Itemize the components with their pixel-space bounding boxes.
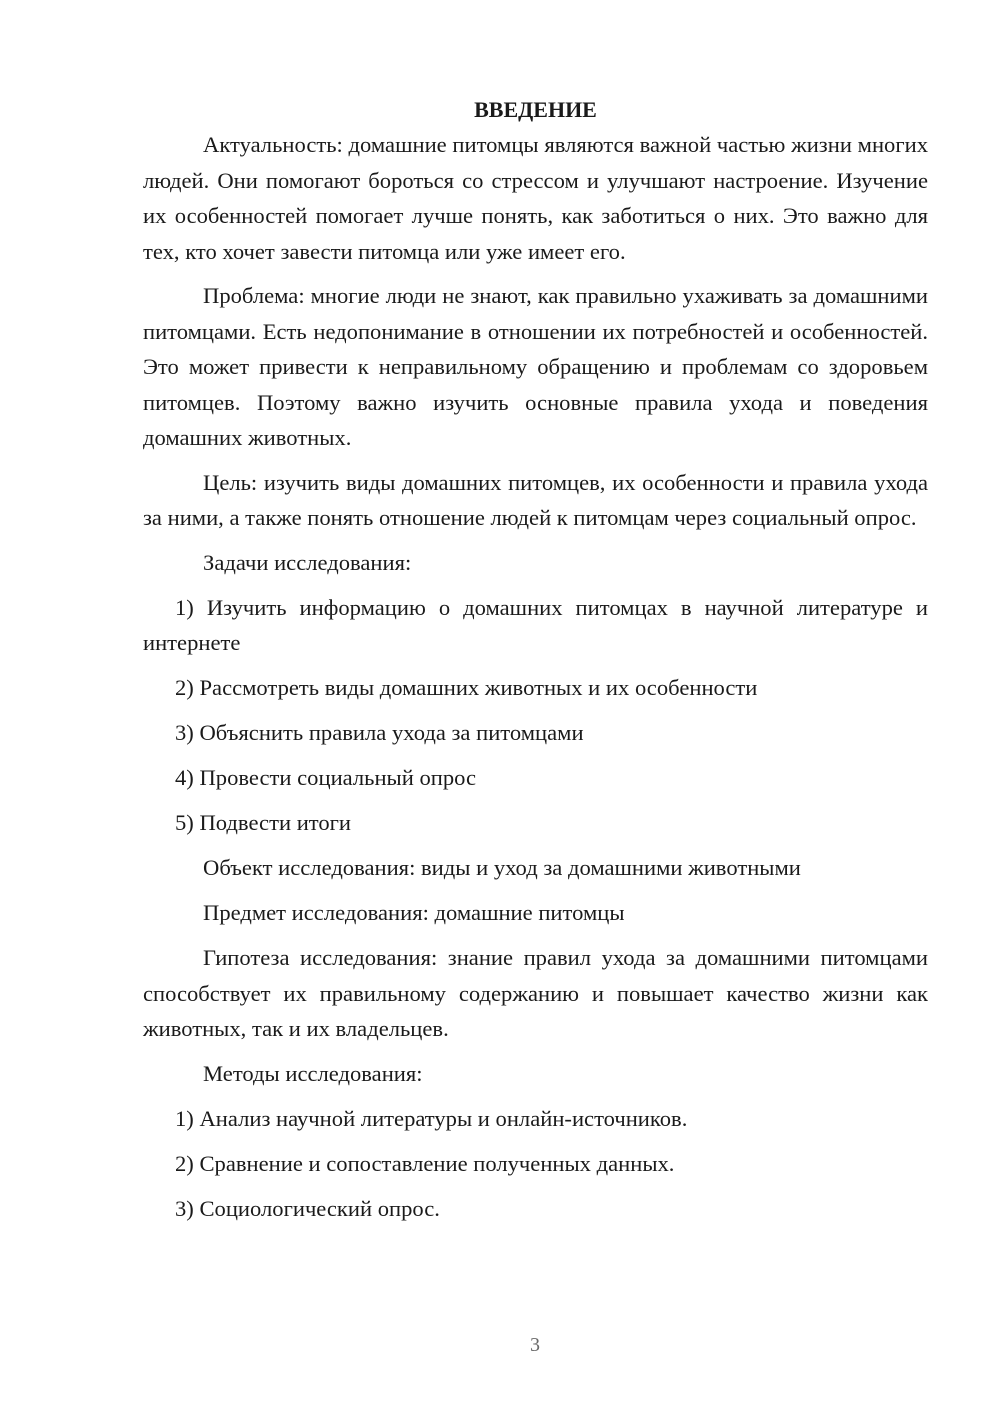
- object-line: Объект исследования: виды и уход за домашними животными: [203, 855, 801, 880]
- document-page: [143, 92, 928, 1236]
- method-item: 2) Сравнение и сопоставление полученных данных.: [175, 1150, 675, 1176]
- goal-paragraph: Цель: изучить виды домашних питомцев, их особенности и правила ухода за ними, а также понять отношение людей к питомцам через социальный опрос.: [143, 469, 928, 530]
- problem-paragraph: Проблема: многие люди не знают, как правильно ухаживать за домашними питомцами. Есть недопонимание в отношении их потребностей и особенностей. Это может привести к неправильному обращению и проблемам со здоровьем питомцев. Поэтому важно изучить основные правила ухода и поведения домашних животных.: [143, 283, 928, 450]
- task-item: 1) Изучить информацию о домашних питомцах в научной литературе и интернете: [143, 594, 928, 655]
- task-item: 3) Объяснить правила ухода за питомцами: [175, 720, 584, 745]
- methods-title: Методы исследования:: [203, 1060, 423, 1086]
- page-number: 3: [530, 1334, 540, 1356]
- section-heading: ВВЕДЕНИЕ: [474, 97, 597, 122]
- hypothesis-paragraph: Гипотеза исследования: знание правил ухода за домашними питомцами способствует их правильному содержанию и повышает качество жизни как животных, так и их владельцев.: [143, 945, 928, 1041]
- method-item: 3) Социологический опрос.: [175, 1195, 440, 1221]
- task-item: 5) Подвести итоги: [175, 810, 352, 835]
- relevance-paragraph: Актуальность: домашние питомцы являются важной частью жизни многих людей. Они помогают бороться со стрессом и улучшают настроение. Изучение их особенностей помогает лучше понять, как заботиться о них. Это важно для тех, кто хочет завести питомца или уже имеет его.: [143, 132, 928, 264]
- subject-line: Предмет исследования: домашние питомцы: [203, 900, 625, 925]
- method-item: 1) Анализ научной литературы и онлайн-источников.: [175, 1105, 688, 1131]
- tasks-title: Задачи исследования:: [203, 549, 412, 575]
- task-item: 2) Рассмотреть виды домашних животных и их особенности: [175, 675, 758, 700]
- task-item: 4) Провести социальный опрос: [175, 765, 477, 790]
